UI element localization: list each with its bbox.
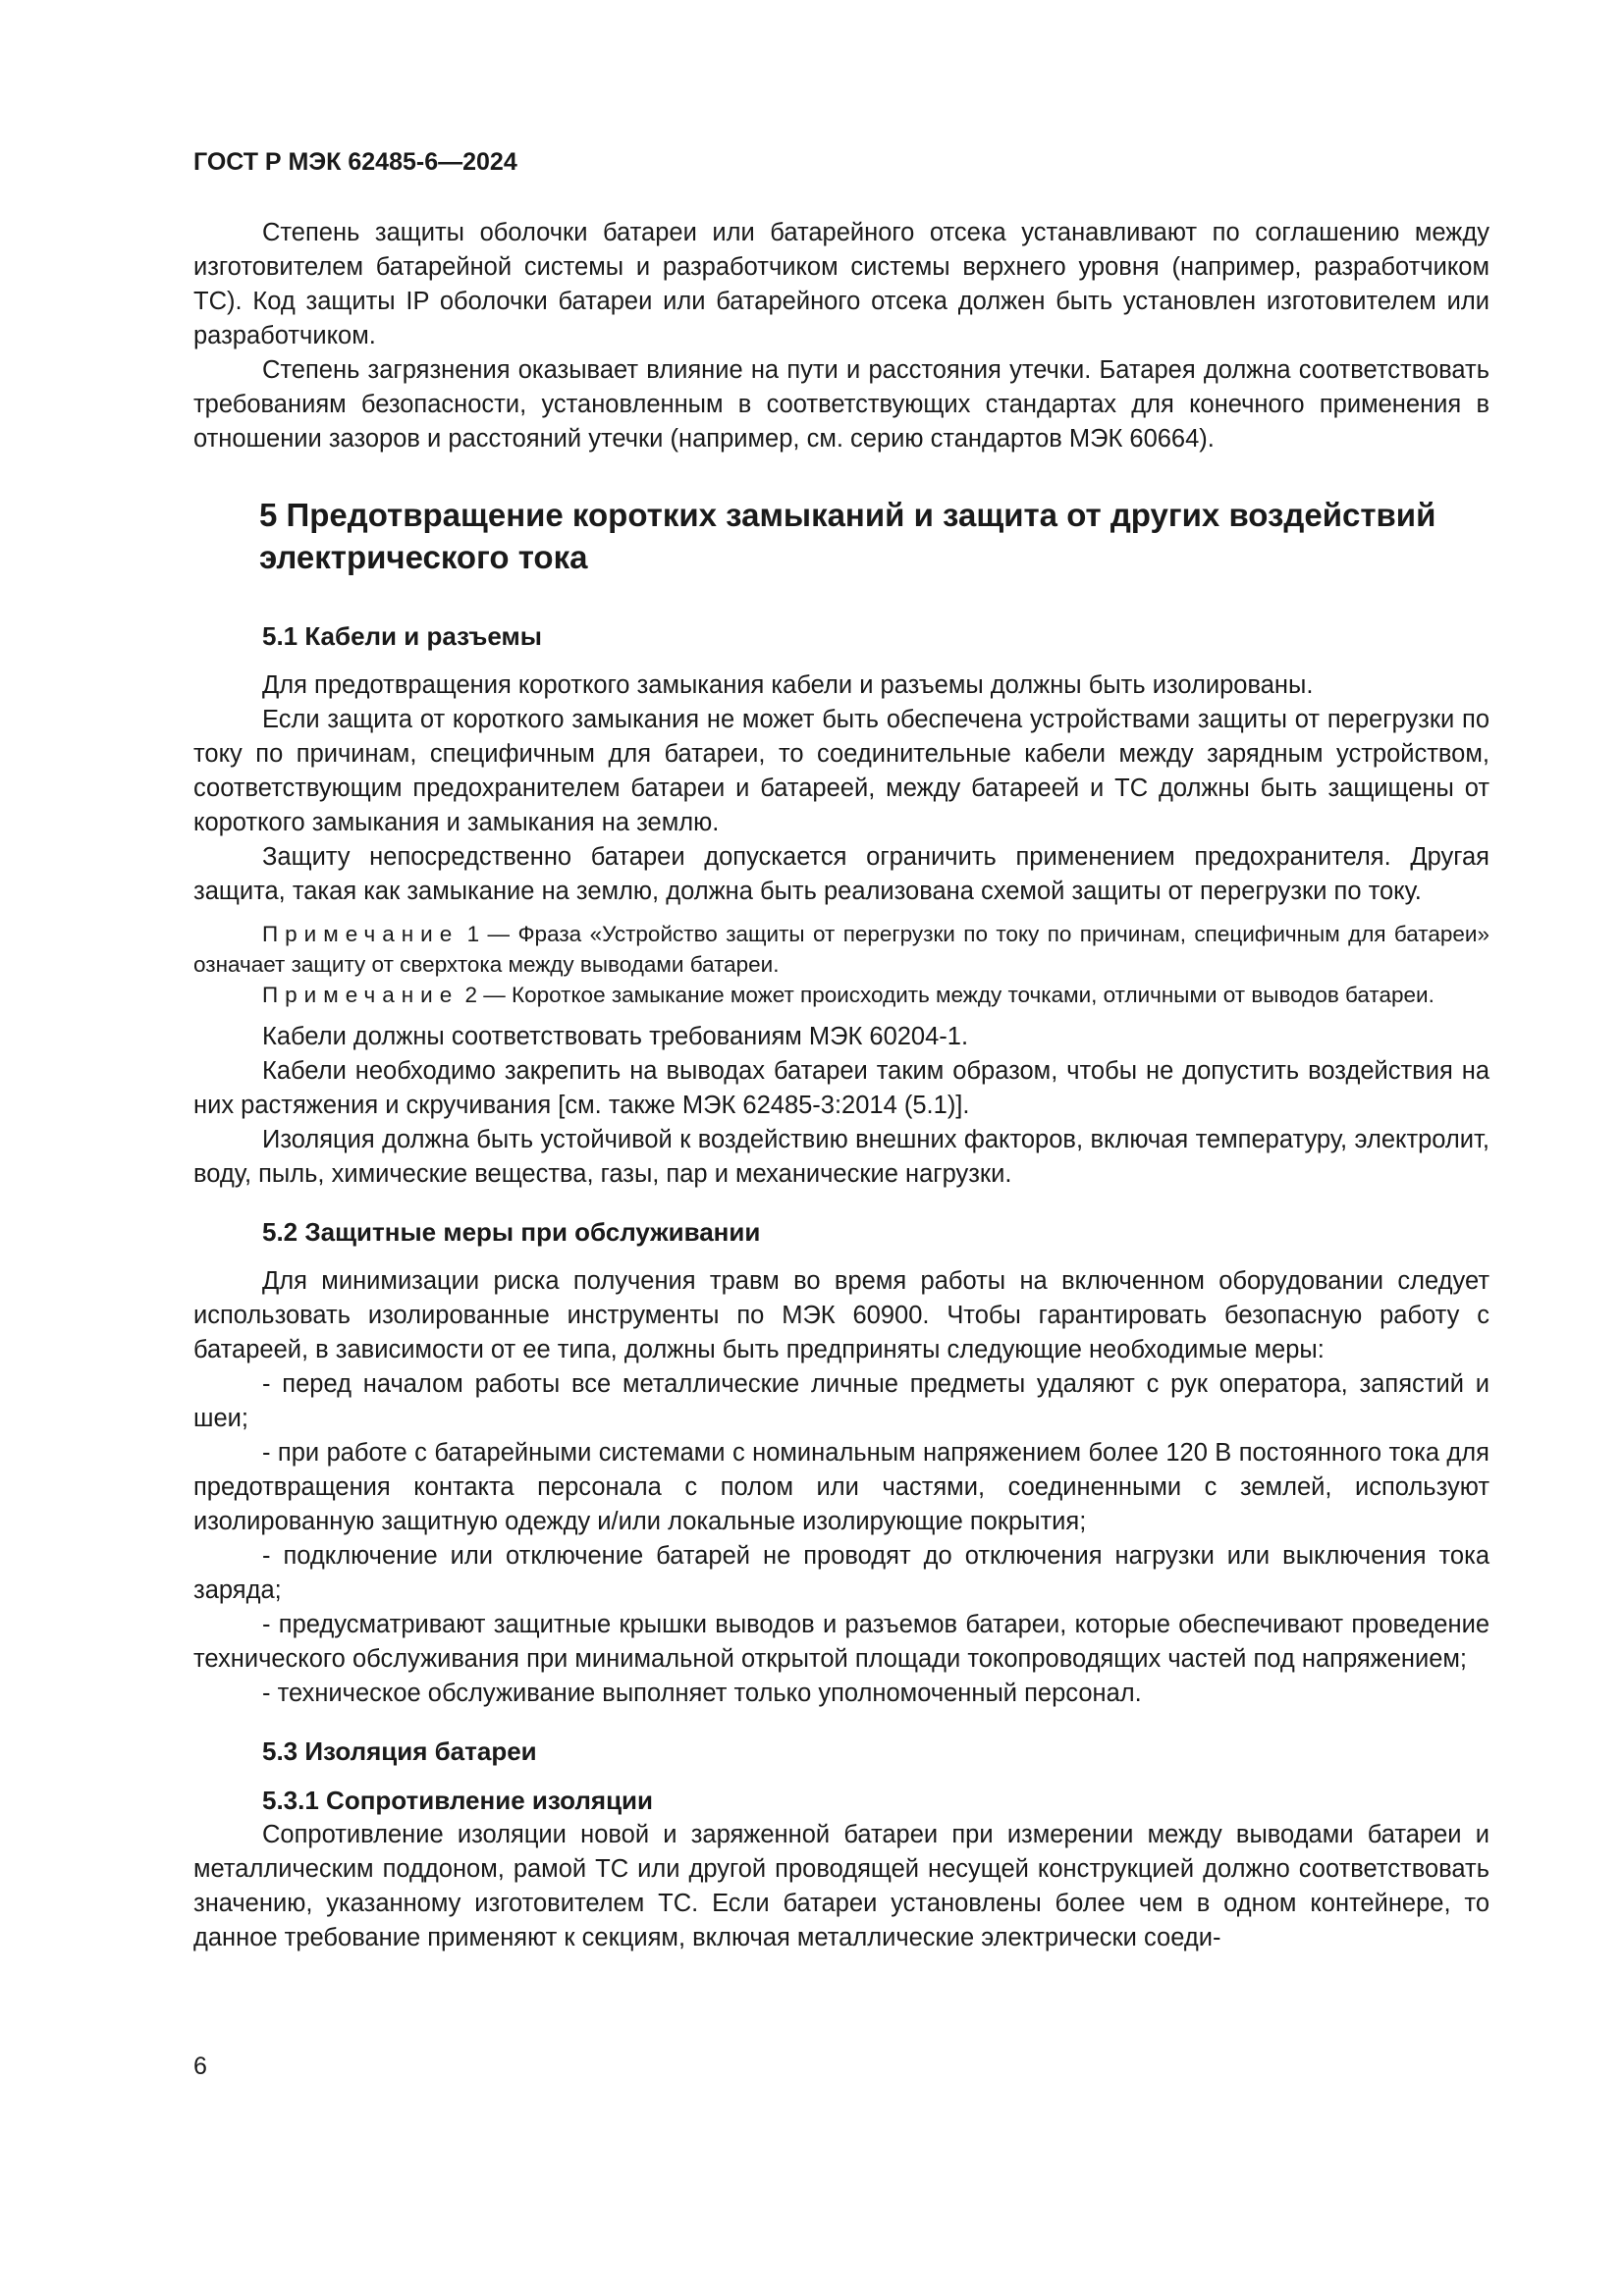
note-1 [193,919,1489,980]
section-5-3-title: 5.3 Изоляция батареи [262,1736,537,1766]
section-5-1-paragraph: Для предотвращения короткого замыкания кабели и разъемы должны быть изолированы. [262,671,1314,699]
note-1-text: 1 — Фраза «Устройство защиты от перегрузки по току по причинам, специфичным для батареи» означает защиту от сверхтока между выводами батареи. [193,922,1489,977]
section-5-1-title: 5.1 Кабели и разъемы [262,621,542,651]
section-5-1-paragraph: Изоляция должна быть устойчивой к воздействию внешних факторов, включая температуру, электролит, воду, пыль, химические вещества, газы, пар и механические нагрузки. [193,1126,1489,1188]
note-1-label: Примечание [262,922,460,946]
section-5-1-paragraph: Кабели должны соответствовать требованиям МЭК 60204-1. [262,1023,969,1050]
note-2-text: 2 — Короткое замыкание может происходить между точками, отличными от выводов батареи. [459,983,1435,1007]
section-5-3-1-title: 5.3.1 Сопротивление изоляции [262,1786,654,1815]
intro-paragraph-pollution: Степень загрязнения оказывает влияние на пути и расстояния утечки. Батарея должна соответствовать требованиям безопасности, установленным в соответствующих стандартах для конечного применения в отношении зазоров и расстояний утечки (например, см. серию стандартов МЭК 60664). [193,356,1489,453]
note-2-label: Примечание [262,983,460,1007]
section-5-2-paragraph: Для минимизации риска получения травм во время работы на включенном оборудовании следует использовать изолированные инструменты по МЭК 60900. Чтобы гарантировать безопасную работу с батареей, в зависимости от ее типа, должны быть предприняты следующие необходимые меры: [193,1267,1489,1363]
list-item: - подключение или отключение батарей не проводят до отключения нагрузки или выключения тока заряда; [193,1542,1489,1604]
intro-paragraph-ip-code: Степень защиты оболочки батареи или батарейного отсека устанавливают по соглашению между изготовителем батарейной системы и разработчиком системы верхнего уровня (например, разработчиком ТС). Код защиты IP оболочки батареи или батарейного отсека должен быть установлен изготовителем или разработчиком. [193,219,1489,349]
section-5-3-1-paragraph: Сопротивление изоляции новой и заряженной батареи при измерении между выводами батареи и металлическим поддоном, рамой ТС или другой проводящей несущей конструкцией должно соответствовать значению, указанному изготовителем ТС. Если батареи установлены более чем в одном контейнере, то данное требование применяют к секциям, включая металлические электрически соеди- [193,1821,1489,1951]
section-5-2-title: 5.2 Защитные меры при обслуживании [262,1217,761,1247]
document-page [193,147,1489,1955]
notes-block [193,919,1489,1010]
section-5-1-paragraph: Защиту непосредственно батареи допускается ограничить применением предохранителя. Другая защита, такая как замыкание на землю, должна быть реализована схемой защиты от перегрузки по току. [193,843,1489,905]
note-2 [193,980,1489,1010]
section-5-title: 5 Предотвращение коротких замыканий и защита от других воздействий электрического тока [259,497,1436,575]
list-item: - при работе с батарейными системами с номинальным напряжением более 120 В постоянного тока для предотвращения контакта персонала с полом или частями, соединенными с землей, используют изолированную защитную одежду и/или локальные изолирующие покрытия; [193,1439,1489,1535]
page-number: 6 [193,2053,207,2080]
list-item: - предусматривают защитные крышки выводов и разъемов батареи, которые обеспечивают проведение технического обслуживания при минимальной открытой площади токопроводящих частей под напряжением; [193,1611,1489,1673]
list-item: - техническое обслуживание выполняет только уполномоченный персонал. [262,1680,1142,1707]
list-item: - перед началом работы все металлические личные предметы удаляют с рук оператора, запястий и шеи; [193,1370,1489,1432]
standard-designation: ГОСТ Р МЭК 62485-6—2024 [193,148,517,176]
section-5-1-paragraph: Если защита от короткого замыкания не может быть обеспечена устройствами защиты от перегрузки по току по причинам, специфичным для батареи, то соединительные кабели между зарядным устройством, соответствующим предохранителем батареи и батареей, между батареей и ТС должны быть защищены от короткого замыкания и замыкания на землю. [193,706,1489,836]
section-5-1-paragraph: Кабели необходимо закрепить на выводах батареи таким образом, чтобы не допустить воздействия на них растяжения и скручивания [см. также МЭК 62485-3:2014 (5.1)]. [193,1057,1489,1119]
